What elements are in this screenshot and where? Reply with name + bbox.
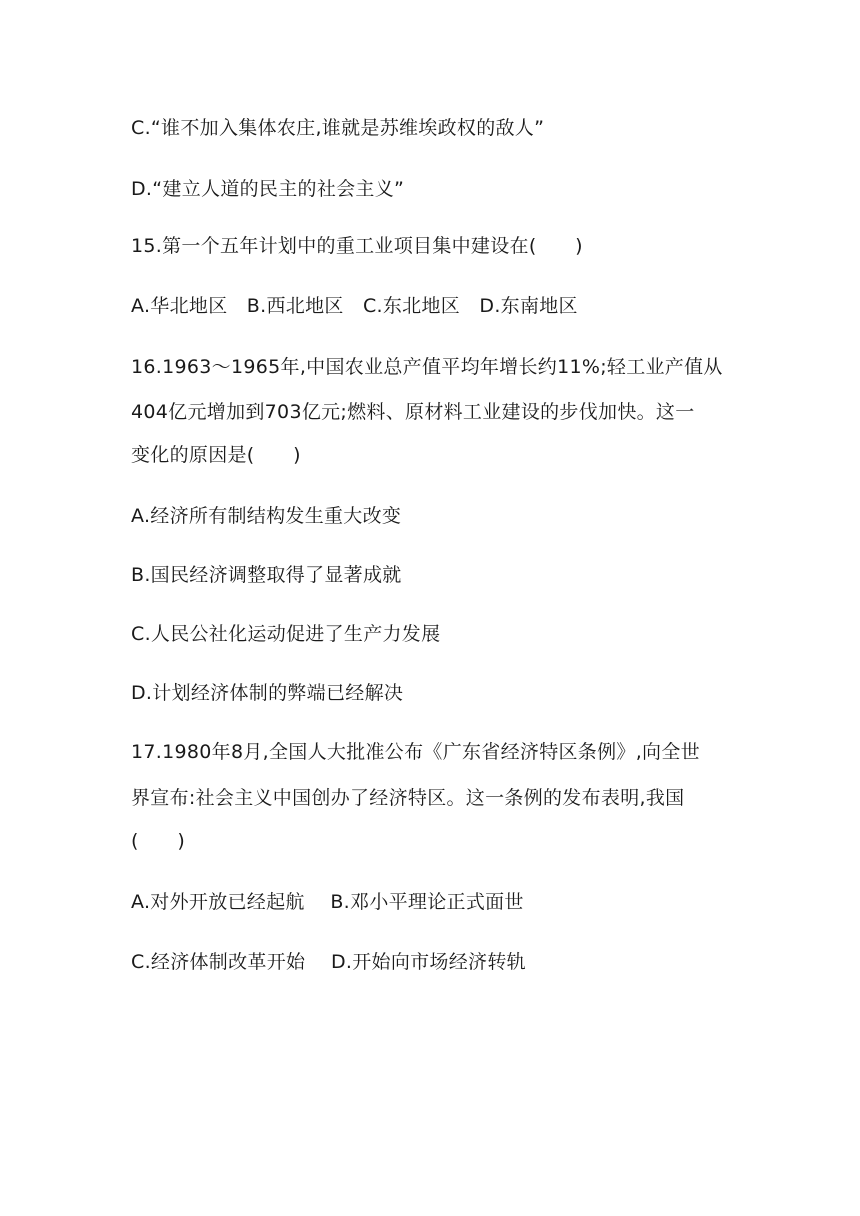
q14-option-c: C.“谁不加入集体农庄,谁就是苏维埃政权的敌人” xyxy=(131,117,545,139)
q15-stem: 15.第一个五年计划中的重工业项目集中建设在( ) xyxy=(131,235,583,257)
q16-option-a: A.经济所有制结构发生重大改变 xyxy=(131,505,402,527)
q17-stem-line-2: 界宣布:社会主义中国创办了经济特区。这一条例的发布表明,我国 xyxy=(131,787,685,809)
q16-option-c: C.人民公社化运动促进了生产力发展 xyxy=(131,623,441,645)
q17-stem-line-3: ( ) xyxy=(131,830,186,852)
q16-option-b: B.国民经济调整取得了显著成就 xyxy=(131,564,402,586)
q16-stem-line-2: 404亿元增加到703亿元;燃料、原材料工业建设的步伐加快。这一 xyxy=(131,401,695,423)
q17-options-row-2: C.经济体制改革开始 D.开始向市场经济转轨 xyxy=(131,951,526,973)
q15-options: A.华北地区 B.西北地区 C.东北地区 D.东南地区 xyxy=(131,295,578,317)
q17-options-row-1: A.对外开放已经起航 B.邓小平理论正式面世 xyxy=(131,891,524,913)
q16-stem-line-3: 变化的原因是( ) xyxy=(131,444,301,466)
q16-stem-line-1: 16.1963～1965年,中国农业总产值平均年增长约11%;轻工业产值从 xyxy=(131,356,723,378)
q17-stem-line-1: 17.1980年8月,全国人大批准公布《广东省经济特区条例》,向全世 xyxy=(131,741,700,763)
q16-option-d: D.计划经济体制的弊端已经解决 xyxy=(131,682,404,704)
q14-option-d: D.“建立人道的民主的社会主义” xyxy=(131,178,405,200)
